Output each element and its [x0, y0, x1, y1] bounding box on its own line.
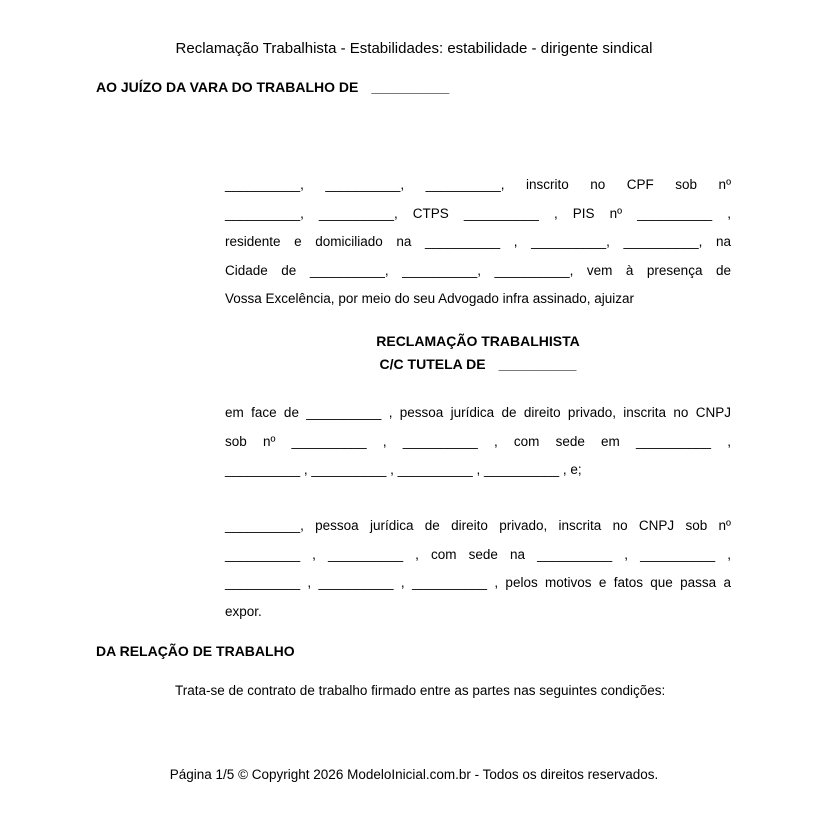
action-subtitle-label: C/C TUTELA DE: [379, 356, 486, 372]
action-subtitle-blank: __________: [498, 356, 577, 372]
paragraph-line: __________ , __________ , __________ , __________ , e;: [225, 462, 582, 478]
paragraph-line: __________ , __________ , com sede na __________ , __________ ,: [225, 546, 731, 562]
paragraph-line: Vossa Excelência, por meio do seu Advogado infra assinado, ajuizar: [225, 291, 635, 307]
document-title: Reclamação Trabalhista - Estabilidades: estabilidade - dirigente sindical: [175, 40, 653, 57]
court-addressee: [96, 78, 449, 96]
paragraph-line: __________, __________, CTPS __________ , PIS nº __________ ,: [225, 205, 731, 221]
paragraph-line: residente e domiciliado na __________ , __________, __________, na: [225, 234, 731, 250]
action-heading: [225, 330, 731, 376]
paragraph-line: sob nº __________ , __________ , com sede em __________ ,: [225, 433, 731, 449]
paragraph-line: em face de __________ , pessoa jurídica de direito privado, inscrita no CNPJ: [225, 405, 731, 420]
paragraph-line: Cidade de __________, __________, __________, vem à presença de: [225, 262, 731, 278]
respondent1-paragraph: [225, 399, 731, 485]
court-addressee-label: AO JUÍZO DA VARA DO TRABALHO DE: [96, 79, 359, 95]
paragraph-line: __________, pessoa jurídica de direito privado, inscrita no CNPJ sob nº: [225, 518, 731, 533]
paragraph-line: expor.: [225, 603, 262, 619]
intro-paragraph: Trata-se de contrato de trabalho firmado entre as partes nas seguintes condições:: [175, 683, 666, 698]
court-addressee-blank: __________: [371, 79, 450, 95]
action-subtitle: [225, 353, 731, 376]
paragraph-line: __________, __________, __________, inscrito no CPF sob nº: [225, 177, 731, 192]
respondent2-paragraph: [225, 512, 731, 626]
paragraph-line: __________ , __________ , __________ , pelos motivos e fatos que passa a: [225, 575, 731, 591]
claimant-paragraph: [225, 171, 731, 314]
section-heading-relacao-trabalho: DA RELAÇÃO DE TRABALHO: [96, 643, 295, 659]
action-title: RECLAMAÇÃO TRABALHISTA: [376, 333, 580, 349]
page-footer: Página 1/5 © Copyright 2026 ModeloInicial.com.br - Todos os direitos reservados.: [169, 767, 659, 782]
